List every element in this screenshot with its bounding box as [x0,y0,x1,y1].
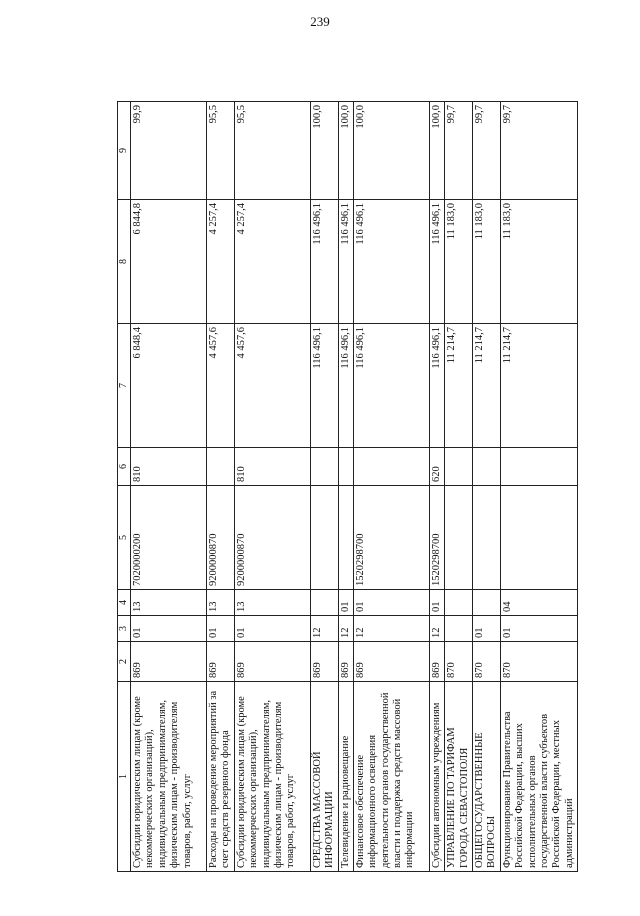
cell-code-5 [445,486,473,590]
table-row [338,102,353,872]
column-header: 6 [118,448,131,486]
column-header: 4 [118,590,131,616]
cell-value-9: 99,7 [500,102,577,200]
cell-value-7: 11 214,7 [500,324,577,448]
cell-value-8: 116 496,1 [353,200,429,324]
cell-value-7: 116 496,1 [338,324,353,448]
cell-code-3: 01 [131,616,207,642]
cell-code-5: 1520298700 [429,486,444,590]
cell-value-7: 116 496,1 [429,324,444,448]
cell-value-9: 100,0 [429,102,444,200]
cell-value-8: 11 183,0 [445,200,473,324]
cell-code-3: 12 [310,616,338,642]
column-header: 5 [118,486,131,590]
cell-code-2: 870 [500,642,577,682]
cell-code-4: 01 [429,590,444,616]
cell-code-6: 810 [131,448,207,486]
cell-value-9: 100,0 [310,102,338,200]
cell-value-7: 11 214,7 [473,324,501,448]
cell-code-4 [310,590,338,616]
row-name: Функционирование Правительства Российской Федерации, высших исполнительных органов государственной власти субъектов Российской Федерации, местных администраций [500,682,577,872]
cell-code-2: 869 [429,642,444,682]
cell-code-3: 12 [429,616,444,642]
row-name: Расходы на проведение мероприятий за счет средств резервного фонда [207,682,235,872]
cell-value-7: 116 496,1 [353,324,429,448]
page-number: 239 [310,14,330,29]
cell-code-2: 869 [310,642,338,682]
cell-code-6 [310,448,338,486]
table-row [207,102,235,872]
row-name: УПРАВЛЕНИЕ ПО ТАРИФАМ ГОРОДА СЕВАСТОПОЛЯ [445,682,473,872]
cell-code-6 [353,448,429,486]
cell-code-3: 12 [338,616,353,642]
cell-value-7: 4 457,6 [207,324,235,448]
cell-code-5: 7020000200 [131,486,207,590]
column-header: 9 [118,102,131,200]
cell-code-6 [445,448,473,486]
cell-code-4: 13 [207,590,235,616]
row-name: Субсидии автономным учреждениям [429,682,444,872]
cell-value-8: 116 496,1 [338,200,353,324]
cell-value-8: 11 183,0 [473,200,501,324]
cell-code-6 [207,448,235,486]
rotated-table-container [117,102,585,872]
cell-code-3: 01 [473,616,501,642]
cell-value-8: 4 257,4 [207,200,235,324]
column-number-row [118,102,131,872]
cell-code-6: 620 [429,448,444,486]
cell-value-7: 11 214,7 [445,324,473,448]
budget-table [117,101,578,872]
row-name: СРЕДСТВА МАССОВОЙ ИНФОРМАЦИИ [310,682,338,872]
cell-code-5: 9200000870 [207,486,235,590]
cell-value-8: 116 496,1 [310,200,338,324]
table-row [500,102,577,872]
cell-code-4: 04 [500,590,577,616]
table-row [429,102,444,872]
table-row [131,102,207,872]
cell-value-7: 4 457,6 [234,324,310,448]
table-row [353,102,429,872]
cell-code-2: 869 [338,642,353,682]
cell-value-7: 116 496,1 [310,324,338,448]
cell-code-4 [445,590,473,616]
row-name: Субсидии юридическим лицам (кроме некоммерческих организаций), индивидуальным предпринимателям, физическим лицам - производителям товаров, работ, услуг [234,682,310,872]
cell-code-6 [473,448,501,486]
cell-code-3 [445,616,473,642]
cell-code-4: 13 [131,590,207,616]
cell-code-3: 01 [234,616,310,642]
cell-code-6 [338,448,353,486]
cell-code-5 [338,486,353,590]
column-header: 3 [118,616,131,642]
cell-code-5 [310,486,338,590]
cell-code-5 [473,486,501,590]
cell-code-2: 870 [445,642,473,682]
cell-code-3: 01 [500,616,577,642]
cell-code-6 [500,448,577,486]
cell-value-9: 99,7 [445,102,473,200]
cell-code-3: 01 [207,616,235,642]
cell-value-9: 99,7 [473,102,501,200]
cell-value-9: 100,0 [338,102,353,200]
cell-value-7: 6 848,4 [131,324,207,448]
table-row [445,102,473,872]
cell-value-9: 100,0 [353,102,429,200]
cell-value-8: 6 844,8 [131,200,207,324]
cell-value-8: 4 257,4 [234,200,310,324]
cell-code-3: 12 [353,616,429,642]
cell-code-4: 01 [338,590,353,616]
cell-value-9: 95,5 [207,102,235,200]
table-row [473,102,501,872]
cell-code-5: 1520298700 [353,486,429,590]
cell-code-2: 870 [473,642,501,682]
column-header: 1 [118,682,131,872]
cell-code-4: 13 [234,590,310,616]
cell-value-9: 99,9 [131,102,207,200]
column-header: 8 [118,200,131,324]
row-name: Телевидение и радиовещание [338,682,353,872]
cell-code-2: 869 [207,642,235,682]
cell-value-9: 95,5 [234,102,310,200]
column-header: 7 [118,324,131,448]
cell-code-2: 869 [234,642,310,682]
row-name: Субсидии юридическим лицам (кроме некоммерческих организаций), индивидуальным предпринимателям, физическим лицам - производителям товаров, работ, услуг [131,682,207,872]
cell-value-8: 11 183,0 [500,200,577,324]
cell-code-4: 01 [353,590,429,616]
cell-code-2: 869 [353,642,429,682]
cell-code-2: 869 [131,642,207,682]
column-header: 2 [118,642,131,682]
cell-code-4 [473,590,501,616]
table-row [310,102,338,872]
table-row [234,102,310,872]
cell-code-5 [500,486,577,590]
cell-value-8: 116 496,1 [429,200,444,324]
row-name: Финансовое обеспечение информационного освещения деятельности органов государственной власти и поддержка средств массовой информации [353,682,429,872]
cell-code-6: 810 [234,448,310,486]
cell-code-5: 9200000870 [234,486,310,590]
row-name: ОБЩЕГОСУДАРСТВЕННЫЕ ВОПРОСЫ [473,682,501,872]
